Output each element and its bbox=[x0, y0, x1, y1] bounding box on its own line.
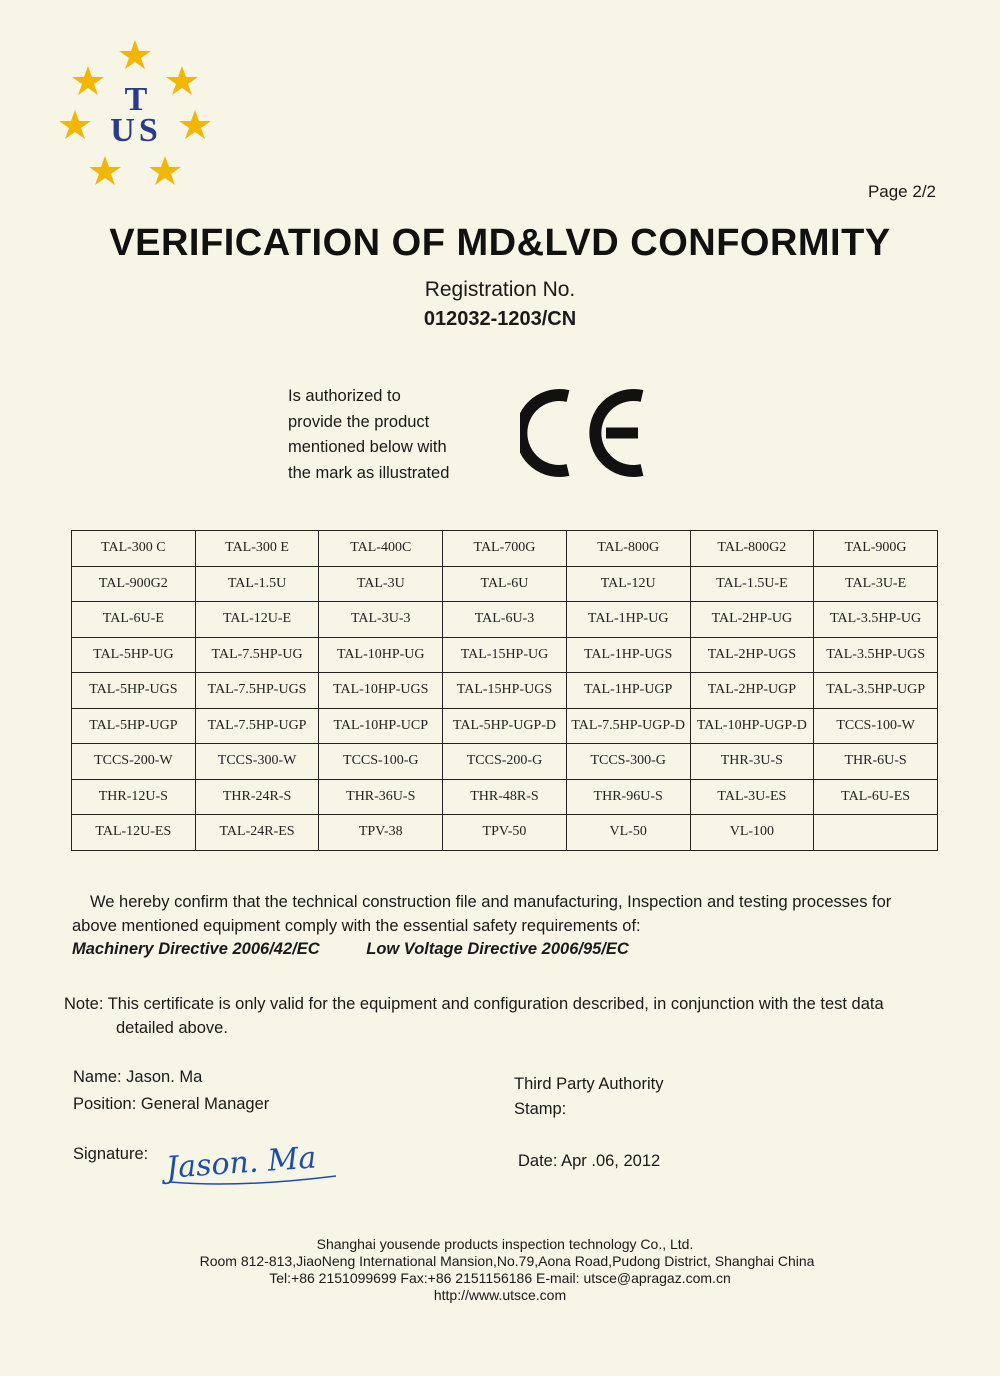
model-cell: TAL-900G2 bbox=[72, 566, 196, 602]
confirmation-text bbox=[72, 890, 942, 938]
model-cell: TAL-5HP-UG bbox=[72, 637, 196, 673]
directives bbox=[72, 940, 942, 959]
footer-company: Shanghai yousende products inspection technology Co., Ltd. bbox=[316, 1236, 694, 1252]
model-cell: TAL-12U-ES bbox=[72, 815, 196, 851]
footer-contact: Tel:+86 2151099699 Fax:+86 2151156186 E-mail: utsce@apragaz.com.cn bbox=[269, 1270, 731, 1286]
low-voltage-directive: Low Voltage Directive 2006/95/EC bbox=[366, 940, 629, 958]
issue-date: Date: Apr .06, 2012 bbox=[518, 1152, 661, 1170]
signatory-name: Name: Jason. Ma bbox=[73, 1068, 203, 1086]
model-cell: THR-36U-S bbox=[319, 779, 443, 815]
signature-text: Jason. Ma bbox=[165, 1140, 318, 1186]
model-cell: TPV-38 bbox=[319, 815, 443, 851]
logo-letters-us: US bbox=[110, 112, 162, 149]
model-cell: TAL-5HP-UGP-D bbox=[443, 708, 567, 744]
certificate-title: VERIFICATION OF MD&LVD CONFORMITY bbox=[109, 222, 891, 264]
model-cell: TAL-10HP-UCP bbox=[319, 708, 443, 744]
machinery-directive: Machinery Directive 2006/42/EC bbox=[72, 940, 320, 958]
model-cell: TAL-3U-3 bbox=[319, 602, 443, 638]
model-cell: TAL-2HP-UGS bbox=[690, 637, 814, 673]
model-cell: TAL-1HP-UGP bbox=[566, 673, 690, 709]
model-cell: TAL-10HP-UG bbox=[319, 637, 443, 673]
model-cell: TPV-50 bbox=[443, 815, 567, 851]
table-row bbox=[72, 673, 938, 709]
model-cell: TAL-7.5HP-UGP bbox=[195, 708, 319, 744]
stamp-label: Stamp: bbox=[514, 1100, 567, 1118]
footer-website: http://www.utsce.com bbox=[433, 1287, 567, 1303]
table-row bbox=[72, 815, 938, 851]
model-cell: TAL-5HP-UGP bbox=[72, 708, 196, 744]
model-cell: THR-24R-S bbox=[195, 779, 319, 815]
logo-star bbox=[119, 40, 151, 69]
model-cell: TAL-24R-ES bbox=[195, 815, 319, 851]
registration-label: Registration No. bbox=[424, 278, 576, 301]
logo-star bbox=[149, 156, 181, 185]
confirmation-line: We hereby confirm that the technical construction file and manufacturing, Inspection and testing processes for bbox=[90, 893, 892, 911]
authorization-line: provide the product bbox=[288, 412, 430, 431]
model-table bbox=[71, 530, 938, 851]
model-cell: TAL-3.5HP-UGP bbox=[814, 673, 938, 709]
model-cell: TAL-15HP-UG bbox=[443, 637, 567, 673]
model-cell: THR-96U-S bbox=[566, 779, 690, 815]
model-cell: TAL-12U-E bbox=[195, 602, 319, 638]
model-cell: TAL-800G bbox=[566, 531, 690, 567]
model-cell: TAL-300 C bbox=[72, 531, 196, 567]
model-cell: TAL-10HP-UGS bbox=[319, 673, 443, 709]
model-cell: THR-6U-S bbox=[814, 744, 938, 780]
model-cell: TCCS-100-G bbox=[319, 744, 443, 780]
model-cell: TAL-1.5U-E bbox=[690, 566, 814, 602]
model-cell: TAL-3U bbox=[319, 566, 443, 602]
model-cell: THR-3U-S bbox=[690, 744, 814, 780]
model-cell: TAL-700G bbox=[443, 531, 567, 567]
logo-star bbox=[179, 110, 210, 139]
model-cell: TAL-6U-3 bbox=[443, 602, 567, 638]
model-cell: TAL-5HP-UGS bbox=[72, 673, 196, 709]
note-line: Note: This certificate is only valid for the equipment and configuration described, in conjunction with the test data bbox=[64, 995, 884, 1013]
model-cell: TAL-1HP-UGS bbox=[566, 637, 690, 673]
model-cell: TAL-6U-ES bbox=[814, 779, 938, 815]
model-cell: TAL-3U-ES bbox=[690, 779, 814, 815]
model-cell: TAL-1.5U bbox=[195, 566, 319, 602]
model-cell: TAL-6U-E bbox=[72, 602, 196, 638]
model-cell: TAL-3U-E bbox=[814, 566, 938, 602]
model-cell: TAL-12U bbox=[566, 566, 690, 602]
logo-star bbox=[89, 156, 121, 185]
tus-logo bbox=[60, 38, 210, 188]
table-row bbox=[72, 531, 938, 567]
model-cell: THR-48R-S bbox=[443, 779, 567, 815]
model-cell: TAL-7.5HP-UGP-D bbox=[566, 708, 690, 744]
page-number: Page 2/2 bbox=[867, 182, 936, 201]
handwritten-signature bbox=[160, 1132, 350, 1192]
logo-star bbox=[60, 110, 91, 139]
logo-star bbox=[72, 66, 104, 95]
model-cell: TAL-300 E bbox=[195, 531, 319, 567]
table-row bbox=[72, 779, 938, 815]
table-row bbox=[72, 708, 938, 744]
model-cell: TAL-3.5HP-UG bbox=[814, 602, 938, 638]
confirmation-line: above mentioned equipment comply with the essential safety requirements of: bbox=[72, 917, 641, 935]
model-cell: TAL-10HP-UGP-D bbox=[690, 708, 814, 744]
authorization-text bbox=[288, 384, 518, 486]
model-cell: TCCS-200-G bbox=[443, 744, 567, 780]
signature-label: Signature: bbox=[73, 1145, 149, 1163]
model-cell: TAL-2HP-UGP bbox=[690, 673, 814, 709]
ce-mark-icon bbox=[520, 388, 650, 478]
model-cell: TAL-1HP-UG bbox=[566, 602, 690, 638]
model-cell: VL-100 bbox=[690, 815, 814, 851]
model-cell: TCCS-100-W bbox=[814, 708, 938, 744]
model-cell: TAL-3.5HP-UGS bbox=[814, 637, 938, 673]
footer bbox=[0, 1236, 1000, 1304]
authorization-line: the mark as illustrated bbox=[288, 463, 450, 482]
model-cell: TAL-7.5HP-UGS bbox=[195, 673, 319, 709]
model-cell bbox=[814, 815, 938, 851]
signatory-position: Position: General Manager bbox=[73, 1095, 270, 1113]
model-cell: THR-12U-S bbox=[72, 779, 196, 815]
footer-address: Room 812-813,JiaoNeng International Mansion,No.79,Aona Road,Pudong District, Shanghai China bbox=[199, 1253, 815, 1269]
model-cell: TAL-15HP-UGS bbox=[443, 673, 567, 709]
table-row bbox=[72, 744, 938, 780]
model-cell: TCCS-300-W bbox=[195, 744, 319, 780]
model-cell: TAL-2HP-UG bbox=[690, 602, 814, 638]
authorization-line: Is authorized to bbox=[288, 387, 401, 405]
note-text bbox=[64, 992, 944, 1040]
logo-star bbox=[166, 66, 198, 95]
model-cell: TAL-800G2 bbox=[690, 531, 814, 567]
model-cell: TAL-400C bbox=[319, 531, 443, 567]
third-party-authority: Third Party Authority bbox=[514, 1075, 664, 1093]
registration-number: 012032-1203/CN bbox=[423, 308, 577, 330]
table-row bbox=[72, 637, 938, 673]
table-row bbox=[72, 566, 938, 602]
model-cell: TCCS-200-W bbox=[72, 744, 196, 780]
model-cell: TCCS-300-G bbox=[566, 744, 690, 780]
model-cell: TAL-6U bbox=[443, 566, 567, 602]
note-line: detailed above. bbox=[116, 1019, 228, 1037]
table-row bbox=[72, 602, 938, 638]
model-cell: VL-50 bbox=[566, 815, 690, 851]
logo-letter-t: T bbox=[124, 81, 148, 118]
authorization-line: mentioned below with bbox=[288, 438, 447, 456]
model-cell: TAL-900G bbox=[814, 531, 938, 567]
model-cell: TAL-7.5HP-UG bbox=[195, 637, 319, 673]
